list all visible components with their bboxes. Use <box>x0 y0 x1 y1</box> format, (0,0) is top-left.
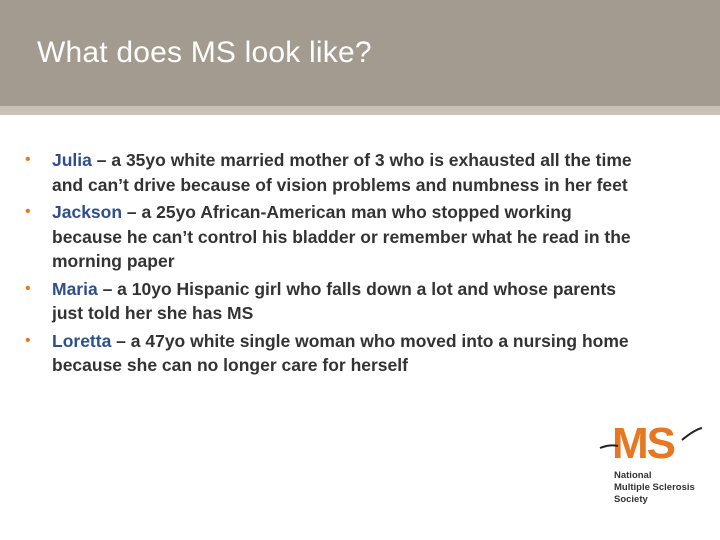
person-description: – a 47yo white single woman who moved into a nursing home because she can no longer care for herself <box>52 330 629 375</box>
logo-line-1: National <box>614 470 652 481</box>
person-name: Maria <box>52 278 98 299</box>
list-item <box>22 329 642 378</box>
bullet-icon: • <box>25 151 31 168</box>
person-name: Loretta <box>52 330 112 351</box>
slide-title: What does MS look like? <box>37 36 372 69</box>
bullet-icon: • <box>25 331 31 349</box>
person-name: Julia <box>52 150 92 170</box>
person-description: – a 10yo Hispanic girl who falls down a lot and whose parents just told her she has MS <box>52 278 617 323</box>
header-stripe <box>0 106 720 115</box>
bullet-icon: • <box>25 279 31 297</box>
person-name: Jackson <box>52 202 123 222</box>
logo-mark: MS <box>612 419 674 468</box>
list-item <box>22 148 642 197</box>
slide-header <box>0 0 720 106</box>
list-item <box>22 200 642 274</box>
logo-wordmark <box>614 470 695 506</box>
bullet-icon: • <box>25 203 31 220</box>
logo-swoosh-right <box>682 428 702 440</box>
logo-line-3: Society <box>614 494 648 505</box>
list-item <box>22 277 642 326</box>
people-list <box>22 148 642 381</box>
person-description: – a 35yo white married mother of 3 who is exhausted all the time and can’t drive because of vision problems and numbness in her feet <box>52 150 632 195</box>
logo-line-2: Multiple Sclerosis <box>614 482 695 493</box>
person-description: – a 25yo African-American man who stopped working because he can’t control his bladder or remember what he read in the morning paper <box>52 202 631 271</box>
